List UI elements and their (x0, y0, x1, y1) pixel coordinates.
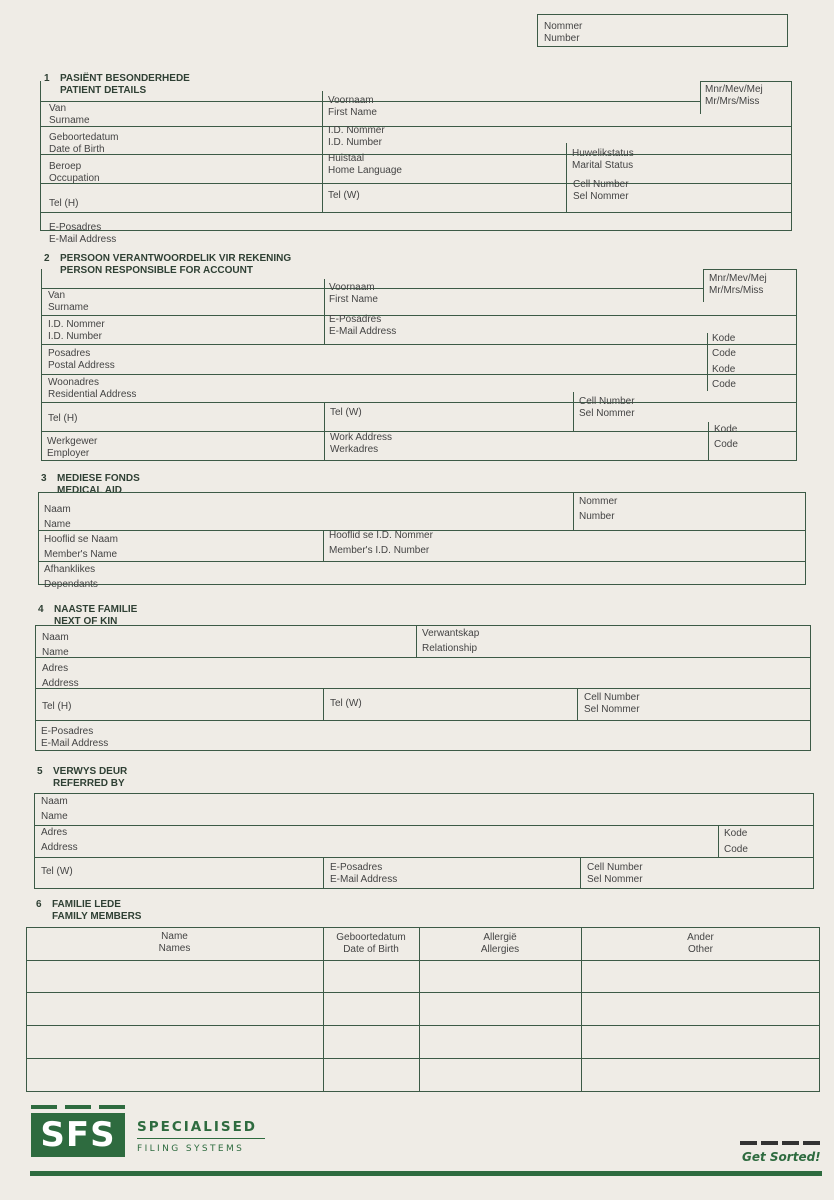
logo-dash (65, 1105, 91, 1109)
section-title-af: FAMILIE LEDE (52, 899, 121, 910)
dash (803, 1141, 820, 1145)
rule (41, 315, 797, 316)
rule (35, 720, 811, 721)
section-title-en: FAMILY MEMBERS (52, 911, 142, 922)
rule (703, 269, 797, 270)
section-number: 1 (44, 73, 50, 84)
postal-code-field[interactable]: Kode Code (712, 333, 736, 359)
cell-number-field[interactable]: Cell Number Sel Nommer (573, 179, 629, 202)
dob-field[interactable]: Geboortedatum Date of Birth (49, 132, 119, 155)
patient-details-box (40, 81, 792, 231)
account-surname-field[interactable]: Van Surname (48, 290, 89, 313)
rule (708, 422, 709, 461)
section-number: 5 (37, 766, 43, 777)
brand-divider (137, 1138, 265, 1139)
rule (580, 857, 581, 889)
account-tel-home-field[interactable]: Tel (H) (48, 413, 78, 424)
number-label-af: Nommer (544, 21, 583, 32)
table-row[interactable] (27, 1026, 820, 1058)
section-title-en: PATIENT DETAILS (60, 85, 147, 96)
work-address-field[interactable]: Work Address Werkadres (330, 432, 393, 455)
account-first-name-field[interactable]: Voornaam First Name (329, 282, 378, 305)
email-field[interactable]: E-Posadres E-Mail Address (49, 222, 117, 245)
section-title-en: MEDICAL AID (57, 485, 122, 496)
dash (782, 1141, 799, 1145)
number-label-en: Number (544, 33, 580, 44)
rule (573, 392, 574, 431)
section-title-af: PERSOON VERANTWOORDELIK VIR REKENING (60, 253, 292, 264)
referred-by-box (34, 793, 814, 889)
rule (416, 625, 417, 657)
kin-address-field[interactable]: Adres Address (42, 663, 79, 689)
table-row[interactable] (27, 961, 820, 992)
kin-tel-work-field[interactable]: Tel (W) (330, 698, 362, 709)
rule (35, 657, 811, 658)
work-code-field[interactable]: Kode Code (714, 424, 738, 450)
surname-field[interactable]: Van Surname (49, 103, 90, 126)
occupation-field[interactable]: Beroep Occupation (49, 161, 100, 184)
kin-tel-home-field[interactable]: Tel (H) (42, 701, 72, 712)
rule (35, 688, 811, 689)
main-member-name-field[interactable]: Hooflid se Naam Member's Name (44, 534, 118, 560)
account-tel-work-field[interactable]: Tel (W) (330, 407, 362, 418)
logo-dash (31, 1105, 57, 1109)
rule (34, 825, 814, 826)
referrer-email-field[interactable]: E-Posadres E-Mail Address (330, 862, 398, 885)
rule (323, 530, 324, 561)
rule (573, 492, 574, 530)
section-title-af: PASIËNT BESONDERHEDE (60, 73, 190, 84)
home-language-field[interactable]: Huistaal Home Language (328, 153, 402, 176)
rule (324, 402, 325, 461)
section-title-en: REFERRED BY (53, 778, 125, 789)
relationship-field[interactable]: Verwantskap Relationship (422, 628, 480, 654)
tel-work-field[interactable]: Tel (W) (328, 190, 360, 201)
slogan-dashes (740, 1141, 822, 1145)
rule (700, 81, 792, 82)
section-title-en: PERSON RESPONSIBLE FOR ACCOUNT (60, 265, 253, 276)
referrer-cell-field[interactable]: Cell Number Sel Nommer (587, 862, 643, 885)
rule (40, 212, 792, 213)
medical-aid-number-field[interactable]: Nommer Number (579, 496, 618, 522)
rule (718, 825, 719, 857)
section-title-en: NEXT OF KIN (54, 616, 118, 627)
title-field[interactable]: Mnr/Mev/Mej Mr/Mrs/Miss (705, 84, 763, 107)
medical-aid-name-field[interactable]: Naam Name (44, 504, 71, 530)
brand-subtitle: FILING SYSTEMS (137, 1144, 245, 1154)
main-member-id-field[interactable]: Hooflid se I.D. Nommer Member's I.D. Number (329, 530, 433, 556)
rule (34, 857, 814, 858)
account-person-box (41, 269, 797, 461)
rule (703, 269, 704, 302)
rule (40, 126, 792, 127)
section-number: 2 (44, 253, 50, 264)
section-title-af: NAASTE FAMILIE (54, 604, 138, 615)
rule (707, 333, 708, 391)
employer-field[interactable]: Werkgewer Employer (47, 436, 98, 459)
kin-email-field[interactable]: E-Posadres E-Mail Address (41, 726, 109, 749)
rule (41, 344, 797, 345)
referrer-name-field[interactable]: Naam Name (41, 796, 68, 822)
referrer-code-field[interactable]: Kode Code (724, 828, 748, 855)
rule (566, 143, 567, 212)
slogan: Get Sorted! (742, 1150, 821, 1164)
kin-name-field[interactable]: Naam Name (42, 632, 69, 658)
footer-bar (30, 1171, 822, 1176)
rule (577, 688, 578, 720)
residential-code-field[interactable]: Kode Code (712, 364, 736, 390)
brand-name: SPECIALISED (137, 1119, 257, 1135)
rule (323, 688, 324, 720)
tel-home-field[interactable]: Tel (H) (49, 198, 79, 209)
dash (761, 1141, 778, 1145)
referrer-address-field[interactable]: Adres Address (41, 827, 78, 853)
marital-status-field[interactable]: Huwelikstatus Marital Status (572, 148, 634, 171)
section-title-af: MEDIESE FONDS (57, 473, 140, 484)
rule (40, 154, 792, 155)
column-header-dob: Geboortedatum Date of Birth (336, 932, 406, 955)
table-row[interactable] (27, 1059, 820, 1091)
rule (40, 183, 792, 184)
section-number: 3 (41, 473, 47, 484)
column-header-names: Name Names (158, 931, 191, 954)
section-6-title (36, 899, 141, 923)
rule (38, 561, 806, 562)
id-number-field[interactable]: I.D. Nommer I.D. Number (328, 125, 385, 148)
rule (700, 81, 701, 114)
dependants-field[interactable]: Afhanklikes Dependants (44, 564, 98, 590)
logo-dash (99, 1105, 125, 1109)
column-header-allergies: Allergië Allergies (480, 932, 520, 955)
account-email-field[interactable]: E-Posadres E-Mail Address (329, 314, 397, 337)
logo-text: SFS (31, 1113, 125, 1157)
first-name-field[interactable]: Voornaam First Name (328, 95, 377, 118)
sfs-logo (31, 1105, 125, 1157)
rule (322, 91, 323, 212)
section-5-title (37, 766, 127, 790)
column-header-other: Ander Other (687, 932, 714, 955)
residential-address-field[interactable]: Woonadres Residential Address (48, 377, 137, 400)
account-cell-field[interactable]: Cell Number Sel Nommer (579, 396, 635, 419)
rule (41, 402, 797, 403)
section-number: 4 (38, 604, 44, 615)
rule (324, 279, 325, 344)
postal-address-field[interactable]: Posadres Postal Address (48, 348, 115, 371)
rule (323, 857, 324, 889)
section-number: 6 (36, 899, 42, 910)
file-number-box[interactable] (537, 14, 788, 47)
account-id-field[interactable]: I.D. Nommer I.D. Number (48, 319, 105, 342)
table-row[interactable] (27, 993, 820, 1025)
section-title-af: VERWYS DEUR (53, 766, 128, 777)
referrer-tel-work-field[interactable]: Tel (W) (41, 866, 73, 877)
rule (41, 431, 797, 432)
rule (41, 374, 797, 375)
dash (740, 1141, 757, 1145)
kin-cell-field[interactable]: Cell Number Sel Nommer (584, 692, 640, 715)
account-title-field[interactable]: Mnr/Mev/Mej Mr/Mrs/Miss (709, 273, 767, 296)
